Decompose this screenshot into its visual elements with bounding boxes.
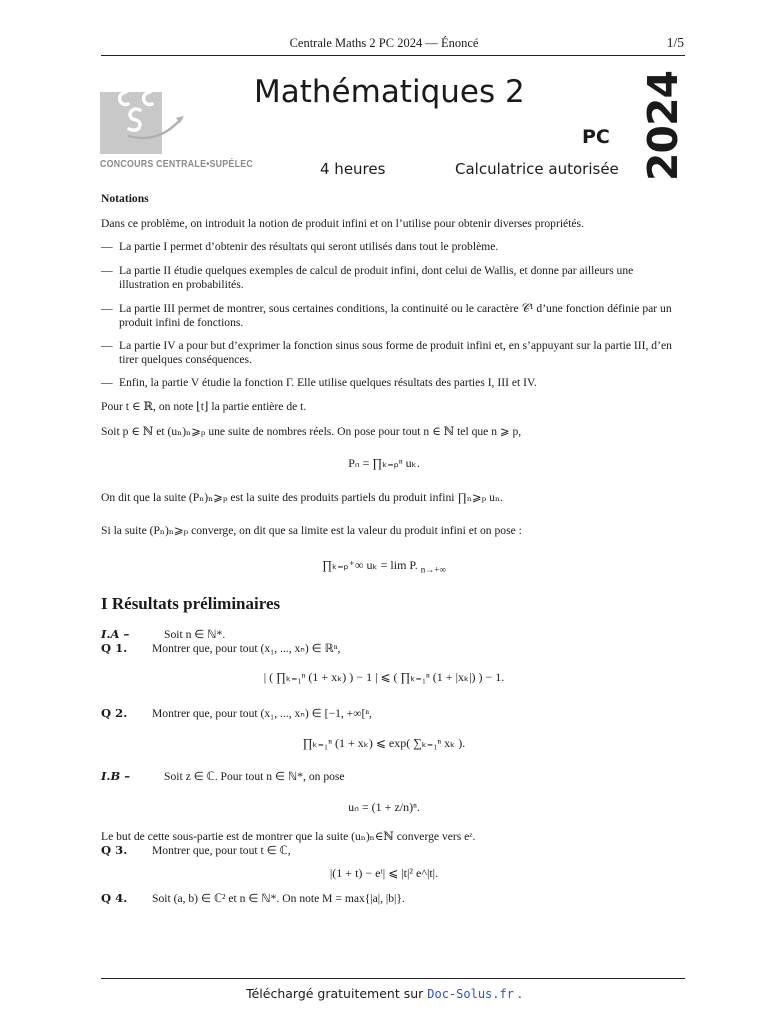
question-label: Q 2. [101, 706, 128, 720]
question-equation: | ( ∏ₖ₌₁ⁿ (1 + xₖ) ) − 1 | ⩽ ( ∏ₖ₌₁ⁿ (1 + |xₖ|) ) − 1. [263, 670, 505, 684]
calculator-note: Calculatrice autorisée [455, 160, 619, 178]
running-header-title: Centrale Maths 2 PC 2024 — Énoncé [289, 36, 479, 50]
section-title: I Résultats préliminaires [101, 594, 281, 613]
question-label: Q 4. [101, 891, 128, 905]
question-text: Soit (a, b) ∈ ℂ² et n ∈ ℕ*. On note M = max{|a|, |b|}. [152, 892, 405, 905]
partial-product-definition: On dit que la suite (Pₙ)ₙ⩾ₚ est la suite des produits partiels du produit infini ∏ₙ⩾ₚ uₙ. [101, 491, 503, 504]
year-label: 2024 [639, 70, 687, 182]
footer [0, 986, 768, 1001]
notations-intro: Dans ce problème, on introduit la notion de produit infini et on l’utilise pour obtenir diverses propriétés. [101, 217, 584, 230]
list-dash: — [101, 302, 113, 315]
header-rule [101, 55, 685, 56]
question-label: Q 3. [101, 843, 128, 857]
list-item-text: La partie IV a pour but d’exprimer la fonction sinus sous forme de produit infini et, en s’appuyant sur la partie III, d’en tirer quelques conséquences. [119, 339, 672, 366]
logo-text: CONCOURS CENTRALE•SUPÉLEC [100, 158, 253, 170]
subpart-goal: Le but de cette sous-partie est de montrer que la suite (uₙ)ₙ∈ℕ converge vers eᶻ. [101, 830, 476, 843]
subpart-label: I.B – [101, 769, 131, 783]
limit-definition: Si la suite (Pₙ)ₙ⩾ₚ converge, on dit que sa limite est la valeur du produit infini et on pose : [101, 524, 522, 537]
partial-product-equation: Pₙ = ∏ₖ₌ₚⁿ uₖ. [348, 456, 420, 470]
subpart-label: I.A – [101, 627, 130, 641]
exam-title: Mathématiques 2 [254, 74, 525, 110]
list-dash: — [101, 339, 113, 352]
list-item-text: La partie I permet d’obtenir des résultats qui seront utilisés dans tout le problème. [119, 240, 499, 253]
question-text: Montrer que, pour tout (x₁, ..., xₙ) ∈ [−1, +∞[ⁿ, [152, 707, 372, 720]
footer-link[interactable]: Doc-Solus.fr [427, 987, 514, 1001]
duration: 4 heures [320, 160, 386, 178]
sequence-definition: Soit p ∈ ℕ et (uₙ)ₙ⩾ₚ une suite de nombres réels. On pose pour tout n ∈ ℕ tel que n ⩾ p, [101, 425, 522, 438]
infinite-product-equation [0, 558, 768, 574]
list-dash: — [101, 376, 113, 389]
question-equation: ∏ₖ₌₁ⁿ (1 + xₖ) ⩽ exp( ∑ₖ₌₁ⁿ xₖ ). [302, 736, 466, 750]
list-item-text: La partie III permet de montrer, sous certaines conditions, la continuité ou le caractère 𝒞¹ d’une fonction définie par un produit infini de fonctions. [119, 302, 672, 329]
list-item-text: Enfin, la partie V étudie la fonction Γ. Elle utilise quelques résultats des parties I, III et IV. [119, 376, 537, 389]
page-number: 1/5 [666, 35, 684, 50]
list-dash: — [101, 264, 113, 277]
footer-rule [101, 978, 685, 979]
footer-suffix: . [513, 986, 522, 1001]
subpart-equation: uₙ = (1 + z/n)ⁿ. [348, 800, 420, 814]
footer-prefix: Téléchargé gratuitement sur [246, 986, 428, 1001]
question-text: Montrer que, pour tout t ∈ ℂ, [152, 844, 291, 857]
infinite-product-formula: ∏ₖ₌ₚ⁺∞ uₖ = lim P. [322, 558, 418, 572]
floor-definition: Pour t ∈ ℝ, on note ⌊t⌋ la partie entière de t. [101, 400, 307, 413]
notations-heading: Notations [101, 192, 149, 205]
question-equation: |(1 + t) − eᵗ| ⩽ |t|² e^|t|. [329, 866, 439, 880]
year-badge [638, 70, 688, 182]
subpart-text: Soit n ∈ ℕ*. [164, 628, 226, 641]
track-label: PC [582, 126, 610, 148]
question-label: Q 1. [101, 641, 128, 655]
question-text: Montrer que, pour tout (x₁, ..., xₙ) ∈ ℝⁿ, [152, 642, 341, 655]
list-item-text: La partie II étudie quelques exemples de calcul de produit infini, dont celui de Wallis, et donne par ailleurs une illustration en probabilités. [119, 264, 634, 291]
limit-subscript: n→+∞ [420, 564, 446, 575]
list-dash: — [101, 240, 113, 253]
subpart-text: Soit z ∈ ℂ. Pour tout n ∈ ℕ*, on pose [164, 770, 345, 783]
